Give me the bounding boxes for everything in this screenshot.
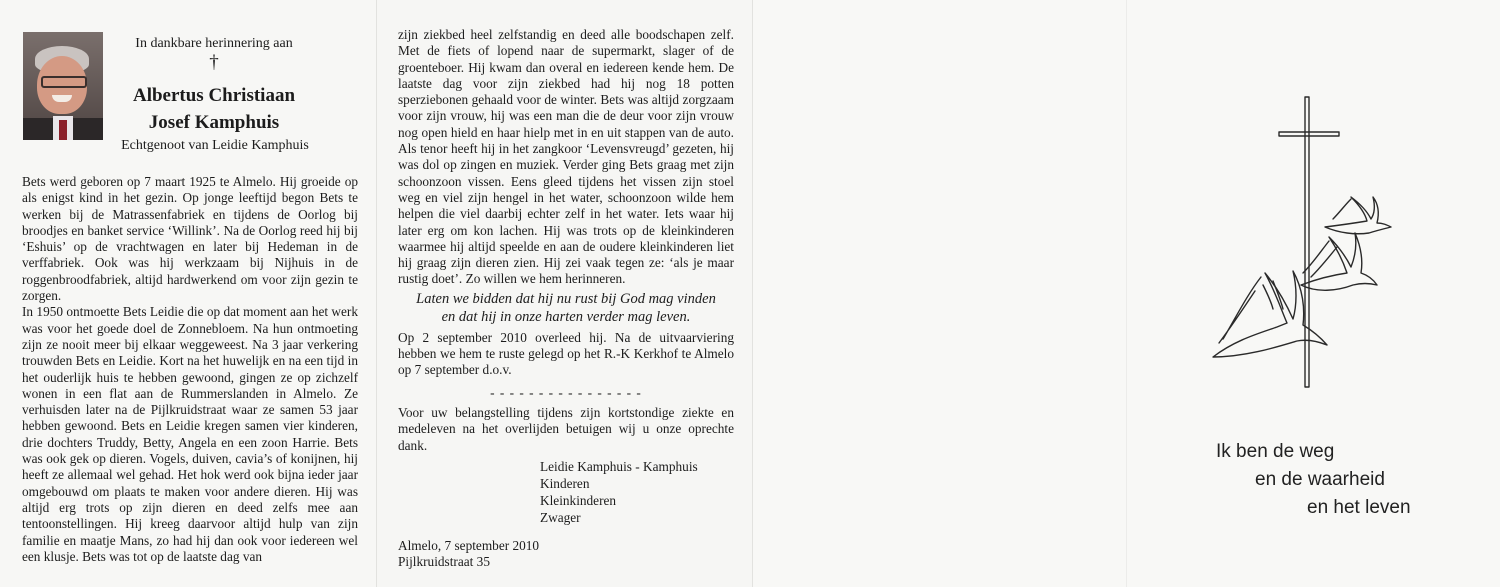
place-date: Almelo, 7 september 2010 [398, 537, 540, 553]
biography-paragraph: In 1950 ontmoette Bets Leidie die op dat moment aan het werk was voor het goede doel de Zonnebloem. Na hun ontmoeting zijn ze nooit meer bij elkaar weggeweest. Na 3 jaar verkering trouwden Bets en Leidie. Kort na het huwelijk en na een tijd in het ouderlijk huis te hebben gewoond, gingen ze op zichzelf wonen in een flat aan de Rummerslanden in Almelo. Ze verhuisden later na de Pijlkruidstraat waar ze samen 53 jaar hebben gewoond. Bets en Leidie kregen samen vier kinderen, drie dochters Truddy, Betty, Angela en een zoon Harrie. Bets was ook gek op dieren. Vogels, duiven, cavia’s of konijnen, hij heeft ze allemaal wel gehad. Het hok werd ook bijna ieder jaar omgebouwd om plaats te maken voor andere dieren. Hij was altijd erg trots op zijn dieren en deed zelfs mee aan tentoonstellingen. Hij kreeg daarvoor altijd hulp van zijn familie en maatje Mans, zo had hij dan ook voor iedereen wel een klusje. Bets was tot op de laatste dag van [22, 304, 358, 564]
portrait-photo [23, 32, 103, 140]
memorial-intro: In dankbare herinnering aan [135, 36, 293, 51]
fold-line [1126, 0, 1127, 587]
verse-line: en de waarheid [1255, 469, 1385, 490]
middle-text [398, 27, 734, 570]
signers [540, 458, 734, 526]
biography-paragraph: Bets werd geboren op 7 maart 1925 te Almelo. Hij groeide op als enigst kind in het gezin. Op jonge leeftijd begon Bets te werken bij de Matrassenfabriek en tijdens de Oorlog bij broodjes en banket service ‘Willink’. Na de Oorlog reed hij bij ‘Eshuis’ op de vrachtwagen en later bij Hedeman in de verffabriek. Ook was hij werkzaam bij Nijhuis in de roggenbroodfabriek, altijd hardwerkend om voor zijn gezin te zorgen. [22, 174, 358, 304]
verse-line: Ik ben de weg [1216, 441, 1335, 462]
place-date-block [398, 538, 734, 570]
cross-and-doves-icon [1205, 95, 1395, 395]
deceased-name-line2: Josef Kamphuis [148, 112, 280, 133]
cross-symbol: † [209, 52, 219, 73]
spouse-line: Echtgenoot van Leidie Kamphuis [121, 138, 309, 153]
fold-line [752, 0, 753, 587]
signer-name: Kinderen [540, 475, 590, 491]
fold-line [376, 0, 377, 587]
address: Pijlkruidstraat 35 [398, 553, 490, 569]
thanks-text: Voor uw belangstelling tijdens zijn kortstondige ziekte en medeleven na het overlijden betuigen wij u onze oprechte dank. [398, 404, 734, 453]
signer-name: Leidie Kamphuis - Kamphuis [540, 458, 698, 474]
prayer-line: en dat hij in onze harten verder mag leven. [441, 308, 691, 325]
signer-name: Zwager [540, 509, 581, 525]
verse-line: en het leven [1307, 497, 1411, 518]
separator: - - - - - - - - - - - - - - - - [490, 384, 642, 400]
prayer-line: Laten we bidden dat hij nu rust bij God mag vinden [416, 290, 716, 307]
deceased-name-line1: Albertus Christiaan [132, 85, 296, 106]
biography-continuation: zijn ziekbed heel zelfstandig en deed alle boodschapen zelf. Met de fiets of lopend naar de supermarkt, slager of de groenteboer. Hij kwam dan overal en iedereen kende hem. De laatste dag voor zijn ziekbed had hij nog 18 potten sperziebonen gehaald voor de winter. Bets was altijd zorgzaam voor zijn vrouw, hij was een man die de deur voor zijn vrouw nog open hield en haar hielp met in en uit stappen van de auto. Als tenor heeft hij in het zangkoor ‘Levensvreugd’ gezeten, hij was dol op zingen en muziek. Verder ging Bets graag met zijn schoonzoon vissen. Eens gleed tijdens het vissen zijn stoel weg en viel zijn hengel in het water, schoonzoon wilde hem helpen die viel daarbij echter zelf in het water. Iets waar hij later erg om kon lachen. Hij was trots op de kleinkinderen waarmee hij altijd speelde en aan de oudere kleinkinderen liet hij graag zijn dieren zien. Hij zei vaak tegen ze: ‘als je maar rustig doet’. Zo willen we hem herinneren. [398, 27, 734, 287]
death-notice: Op 2 september 2010 overleed hij. Na de uitvaarviering hebben we hem te ruste gelegd op het R.-K Kerkhof te Almelo op 7 september d.o.v. [398, 329, 734, 378]
biography [22, 174, 358, 565]
signer-name: Kleinkinderen [540, 492, 617, 508]
